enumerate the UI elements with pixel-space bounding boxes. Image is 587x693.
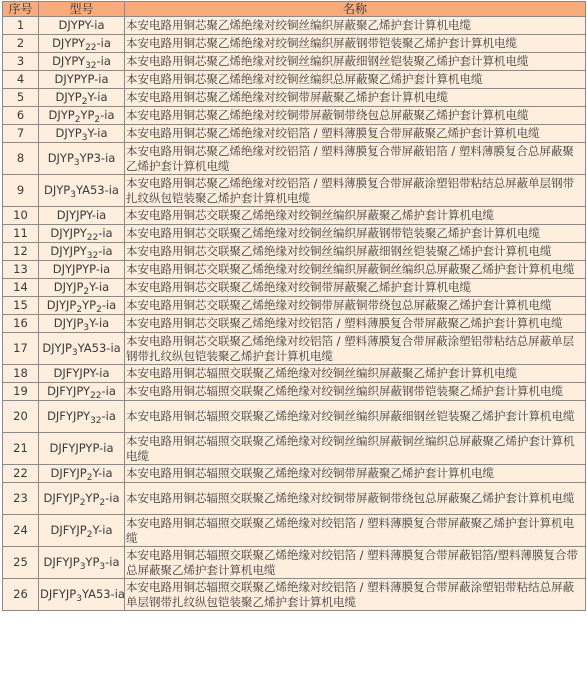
table-row <box>3 465 586 483</box>
model-text: -ia <box>100 108 115 122</box>
row-model <box>39 579 125 611</box>
table-row <box>3 35 586 53</box>
row-number: 17 <box>3 333 39 365</box>
row-model <box>39 107 125 125</box>
model-text: DJYP <box>55 90 82 104</box>
row-model <box>39 53 125 71</box>
model-text: DJYP <box>55 126 82 140</box>
row-name: 本安电路用铜芯聚乙烯绝缘对绞铝箔 / 塑料薄膜复合带屏蔽涂塑铝带粘结总屏蔽单层钢带扎纹纵包铠装聚乙烯护套计算机电缆 <box>125 175 586 207</box>
model-subscript: 2 <box>83 287 90 297</box>
table-row <box>3 243 586 261</box>
row-model <box>39 383 125 401</box>
model-text: DJFYJP <box>43 491 80 505</box>
model-text: DJYP <box>48 108 75 122</box>
table-row <box>3 17 586 35</box>
model-text: DJFYJPYP-ia <box>49 441 114 455</box>
row-number: 23 <box>3 483 39 515</box>
model-text: -ia <box>101 409 116 423</box>
table-row <box>3 143 586 175</box>
row-number: 13 <box>3 261 39 279</box>
row-name: 本安电路用铜芯辐照交联聚乙烯绝缘对绞铜丝编织屏蔽细钢丝铠装聚乙烯护套计算机电缆 <box>125 401 586 433</box>
table-row <box>3 107 586 125</box>
row-model <box>39 207 125 225</box>
row-model <box>39 125 125 143</box>
row-number: 5 <box>3 89 39 107</box>
row-name: 本安电路用铜芯辐照交联聚乙烯绝缘对绞铜丝编织屏蔽聚乙烯护套计算机电缆 <box>125 365 586 383</box>
row-model <box>39 547 125 579</box>
model-subscript: 2 <box>81 97 88 107</box>
model-text: YA53-ia <box>81 587 125 601</box>
model-text: DJYJPY-ia <box>56 208 107 222</box>
model-subscript: 3 <box>81 133 88 143</box>
header-name: 名称 <box>125 2 586 17</box>
row-number: 22 <box>3 465 39 483</box>
row-number: 9 <box>3 175 39 207</box>
model-subscript: 3 <box>99 562 106 572</box>
model-text: DJYPY-ia <box>58 18 105 32</box>
model-text: -ia <box>98 226 113 240</box>
model-text: DJYJPY <box>50 244 87 258</box>
row-name: 本安电路用铜芯辐照交联聚乙烯绝缘对绞铜带屏蔽聚乙烯护套计算机电缆 <box>125 465 586 483</box>
row-model <box>39 465 125 483</box>
model-text: -ia <box>98 244 113 258</box>
model-subscript: 2 <box>94 115 101 125</box>
model-text: DJYJPYP-ia <box>52 262 111 276</box>
model-text: DJFYJPY-ia <box>53 366 110 380</box>
row-number: 6 <box>3 107 39 125</box>
model-text: YP <box>82 298 97 312</box>
row-number: 25 <box>3 547 39 579</box>
table-row <box>3 71 586 89</box>
model-text: Y-ia <box>89 280 110 294</box>
model-text: -ia <box>96 54 111 68</box>
model-text: DJFYJPY <box>47 384 91 398</box>
row-name: 本安电路用铜芯聚乙烯绝缘对绞铜带屏蔽铜带绕包总屏蔽聚乙烯护套计算机电缆 <box>125 107 586 125</box>
model-text: Y-ia <box>87 90 108 104</box>
row-name: 本安电路用铜芯聚乙烯绝缘对绞铝箔 / 塑料薄膜复合带屏蔽铝箔 / 塑料薄膜复合总屏蔽聚乙烯护套计算机电缆 <box>125 143 586 175</box>
header-no: 序号 <box>3 2 39 17</box>
row-number: 1 <box>3 17 39 35</box>
model-text: YA53-ia <box>77 341 121 355</box>
table-row <box>3 89 586 107</box>
row-model <box>39 279 125 297</box>
model-text: -ia <box>101 298 117 312</box>
table-body <box>3 17 586 611</box>
row-name: 本安电路用铜芯交联聚乙烯绝缘对绞铜带屏蔽聚乙烯护套计算机电缆 <box>125 279 586 297</box>
model-text: DJYJP <box>53 316 84 330</box>
row-number: 2 <box>3 35 39 53</box>
cable-spec-table-container <box>2 1 585 691</box>
model-text: DJYPYP-ia <box>54 72 109 86</box>
row-number: 18 <box>3 365 39 383</box>
model-text: YP <box>80 108 95 122</box>
model-subscript: 2 <box>86 473 93 483</box>
row-model <box>39 433 125 465</box>
row-number: 21 <box>3 433 39 465</box>
row-number: 11 <box>3 225 39 243</box>
model-text: Y-ia <box>92 466 113 480</box>
model-text: DJYJPY <box>50 226 87 240</box>
model-subscript: 22 <box>90 391 102 401</box>
model-text: DJYJP <box>53 280 84 294</box>
model-text: Y-ia <box>87 126 108 140</box>
table-row <box>3 547 586 579</box>
model-text: DJYP <box>44 183 71 197</box>
model-subscript: 3 <box>79 562 86 572</box>
model-text: DJYJP <box>42 341 72 355</box>
row-name: 本安电路用铜芯聚乙烯绝缘对绞铝箔 / 塑料薄膜复合带屏蔽聚乙烯护套计算机电缆 <box>125 125 586 143</box>
table-row <box>3 207 586 225</box>
table-row <box>3 175 586 207</box>
row-number: 14 <box>3 279 39 297</box>
row-model <box>39 401 125 433</box>
row-name: 本安电路用铜芯聚乙烯绝缘对绞铜带屏蔽聚乙烯护套计算机电缆 <box>125 89 586 107</box>
row-model <box>39 175 125 207</box>
model-text: -ia <box>105 491 120 505</box>
row-name: 本安电路用铜芯辐照交联聚乙烯绝缘对绞铝箔 / 塑料薄膜复合带屏蔽聚乙烯护套计算机电缆 <box>125 515 586 547</box>
row-name: 本安电路用铜芯聚乙烯绝缘对绞铜丝编织屏蔽钢带铠装聚乙烯护套计算机电缆 <box>125 35 586 53</box>
model-text: DJYP <box>47 151 74 165</box>
model-subscript: 3 <box>70 190 76 200</box>
row-name: 本安电路用铜芯交联聚乙烯绝缘对绞铝箔 / 塑料薄膜复合带屏蔽聚乙烯护套计算机电缆 <box>125 315 586 333</box>
table-row <box>3 579 586 611</box>
model-subscript: 32 <box>86 251 99 261</box>
model-subscript: 2 <box>96 305 102 315</box>
row-name: 本安电路用铜芯交联聚乙烯绝缘对绞铜丝编织屏蔽铜丝编织总屏蔽聚乙烯护套计算机电缆 <box>125 261 586 279</box>
row-model <box>39 297 125 315</box>
row-model <box>39 89 125 107</box>
model-text: DJFYJPY <box>47 409 91 423</box>
row-number: 8 <box>3 143 39 175</box>
table-row <box>3 261 586 279</box>
row-model <box>39 17 125 35</box>
row-model <box>39 71 125 89</box>
table-row <box>3 401 586 433</box>
row-number: 24 <box>3 515 39 547</box>
row-number: 15 <box>3 297 39 315</box>
model-subscript: 32 <box>90 416 102 426</box>
table-row <box>3 125 586 143</box>
table-row <box>3 383 586 401</box>
row-model <box>39 35 125 53</box>
model-text: Y-ia <box>92 523 113 537</box>
row-number: 7 <box>3 125 39 143</box>
model-subscript: 3 <box>83 323 90 333</box>
model-subscript: 3 <box>76 594 82 604</box>
header-model: 型号 <box>39 2 125 17</box>
model-text: DJFYJP <box>50 523 87 537</box>
row-name: 本安电路用铜芯辐照交联聚乙烯绝缘对绞铜丝编织屏蔽钢带铠装聚乙烯护套计算机电缆 <box>125 383 586 401</box>
model-subscript: 2 <box>86 530 93 540</box>
row-model <box>39 333 125 365</box>
model-text: DJYPY <box>52 54 86 68</box>
model-text: -ia <box>96 36 111 50</box>
row-model <box>39 315 125 333</box>
table-row <box>3 333 586 365</box>
table-row <box>3 515 586 547</box>
model-text: -ia <box>105 555 120 569</box>
row-name: 本安电路用铜芯交联聚乙烯绝缘对绞铜丝编织屏蔽聚乙烯护套计算机电缆 <box>125 207 586 225</box>
row-name: 本安电路用铜芯交联聚乙烯绝缘对绞铜丝编织屏蔽钢带铠装聚乙烯护套计算机电缆 <box>125 225 586 243</box>
row-name: 本安电路用铜芯辐照交联聚乙烯绝缘对绞铝箔 / 塑料薄膜复合带屏蔽涂塑铝带粘结总屏蔽单层钢带扎纹纵包铠装聚乙烯护套计算机电缆 <box>125 579 586 611</box>
table-row <box>3 297 586 315</box>
model-subscript: 22 <box>85 43 97 53</box>
model-text: YA53-ia <box>75 183 119 197</box>
model-subscript: 32 <box>85 61 97 71</box>
model-text: DJFYJP <box>40 587 77 601</box>
table-row <box>3 279 586 297</box>
cable-spec-table <box>2 1 586 611</box>
row-name: 本安电路用铜芯交联聚乙烯绝缘对绞铜带屏蔽铜带绕包总屏蔽聚乙烯护套计算机电缆 <box>125 297 586 315</box>
row-name: 本安电路用铜芯辐照交联聚乙烯绝缘对绞铜丝编织屏蔽铜丝编织总屏蔽聚乙烯护套计算机电缆 <box>125 433 586 465</box>
row-model <box>39 261 125 279</box>
model-text: YP <box>85 491 100 505</box>
table-row <box>3 365 586 383</box>
model-text: YP3-ia <box>79 151 116 165</box>
row-number: 10 <box>3 207 39 225</box>
model-subscript: 3 <box>71 348 78 358</box>
row-number: 4 <box>3 71 39 89</box>
row-name: 本安电路用铜芯辐照交联聚乙烯绝缘对绞铝箔 / 塑料薄膜复合带屏蔽铝箔/塑料薄膜复合带总屏蔽聚乙烯护套计算机电缆 <box>125 547 586 579</box>
row-name: 本安电路用铜芯聚乙烯绝缘对绞铜丝编织屏蔽细钢丝铠装聚乙烯护套计算机电缆 <box>125 53 586 71</box>
model-subscript: 2 <box>76 305 83 315</box>
model-text: YP <box>85 555 100 569</box>
table-header-row <box>3 2 586 17</box>
row-name: 本安电路用铜芯交联聚乙烯绝缘对绞铝箔 / 塑料薄膜复合带屏蔽涂塑铝带粘结总屏蔽单层钢带扎纹纵包铠装聚乙烯护套计算机电缆 <box>125 333 586 365</box>
model-text: DJFYJP <box>43 555 80 569</box>
row-number: 19 <box>3 383 39 401</box>
row-model <box>39 365 125 383</box>
row-model <box>39 515 125 547</box>
model-text: DJYJP <box>46 298 77 312</box>
model-subscript: 22 <box>86 233 99 243</box>
row-model <box>39 143 125 175</box>
model-text: -ia <box>101 384 116 398</box>
row-name: 本安电路用铜芯聚乙烯绝缘对绞铜丝编织屏蔽聚乙烯护套计算机电缆 <box>125 17 586 35</box>
row-name: 本安电路用铜芯辐照交联聚乙烯绝缘对绞铜带屏蔽铜带绕包总屏蔽聚乙烯护套计算机电缆 <box>125 483 586 515</box>
table-row <box>3 483 586 515</box>
table-row <box>3 433 586 465</box>
row-number: 20 <box>3 401 39 433</box>
model-subscript: 2 <box>79 498 86 508</box>
model-text: DJFYJP <box>50 466 87 480</box>
row-number: 16 <box>3 315 39 333</box>
table-row <box>3 315 586 333</box>
row-model <box>39 225 125 243</box>
model-text: Y-ia <box>89 316 110 330</box>
row-number: 12 <box>3 243 39 261</box>
model-text: DJYPY <box>52 36 86 50</box>
model-subscript: 2 <box>74 115 81 125</box>
row-model <box>39 243 125 261</box>
model-subscript: 3 <box>73 158 80 168</box>
table-row <box>3 225 586 243</box>
row-model <box>39 483 125 515</box>
row-number: 3 <box>3 53 39 71</box>
table-row <box>3 53 586 71</box>
model-subscript: 2 <box>99 498 106 508</box>
row-number: 26 <box>3 579 39 611</box>
row-name: 本安电路用铜芯聚乙烯绝缘对绞铜丝编织总屏蔽聚乙烯护套计算机电缆 <box>125 71 586 89</box>
row-name: 本安电路用铜芯交联聚乙烯绝缘对绞铜丝编织屏蔽细钢丝铠装聚乙烯护套计算机电缆 <box>125 243 586 261</box>
